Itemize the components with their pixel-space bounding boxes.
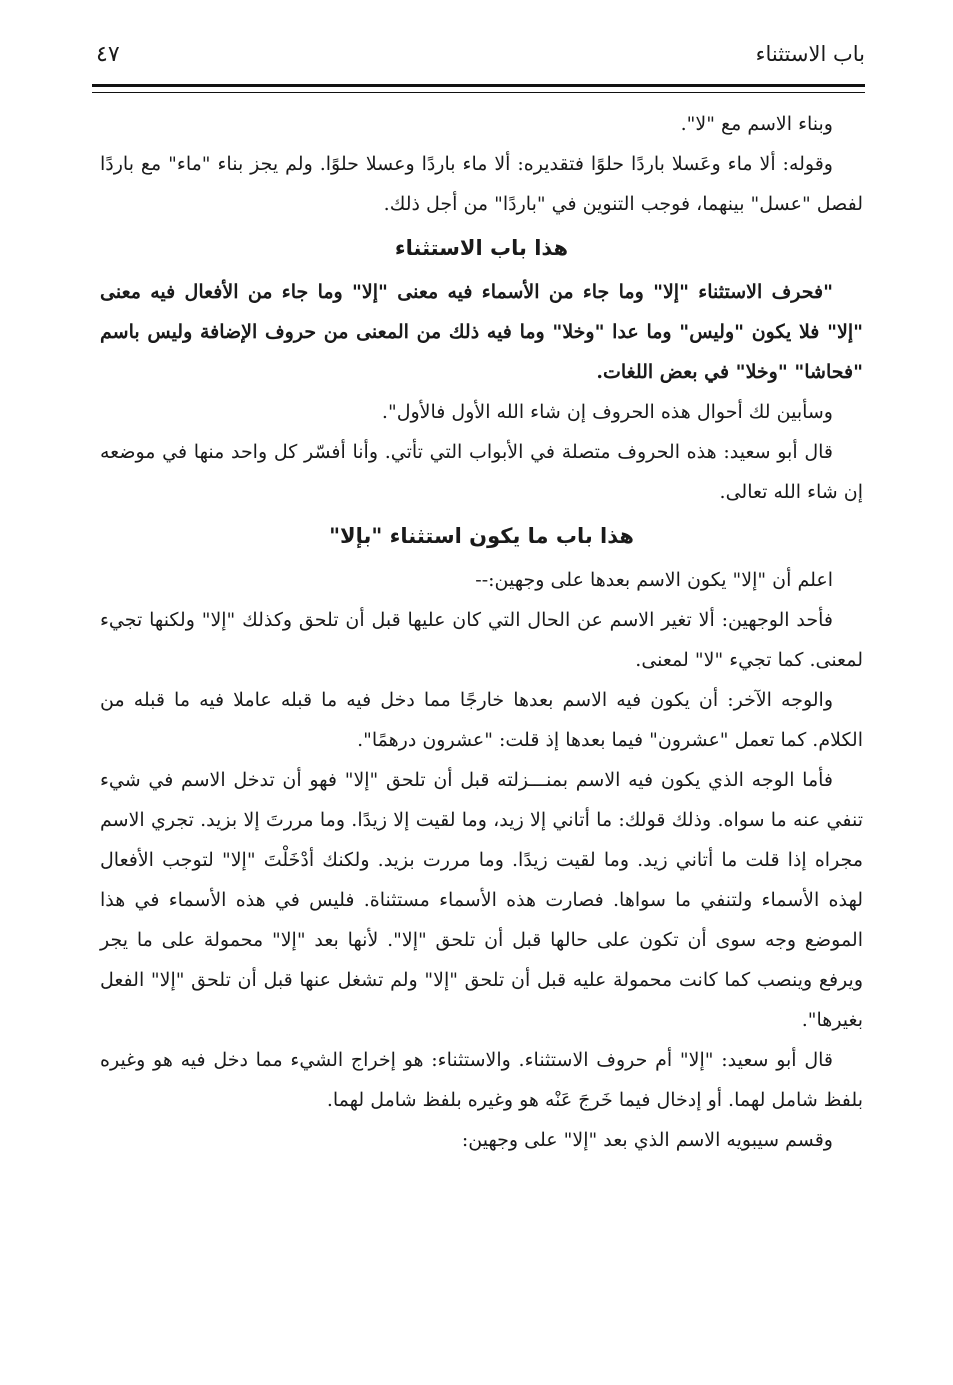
header-rule-thick [92, 84, 865, 87]
paragraph: "فحرف الاستثناء "إلا" وما جاء من الأسماء فيه معنى "إلا" وما جاء من الأفعال فيه معنى "إلا" فلا يكون "وليس" وما عدا "وخلا" وما فيه ذلك من المعنى من حروف الإضافة وليس باسم "فحاشا" "وخلا" في بعض اللغات. [100, 281, 863, 383]
paragraph: قال أبو سعيد: "إلا" أم حروف الاستثناء. والاستثناء: هو إخراج الشيء مما دخل فيه هو وغيره بلفظ شامل لهما. أو إدخال فيما خَرجَ عَنْه هو وغيره بلفظ شامل لهما. [100, 1049, 863, 1111]
section-heading: هذا باب ما يكون استثناء "بإلا" [329, 524, 634, 548]
section-heading: هذا باب الاستثناء [394, 236, 569, 260]
body-text [100, 104, 863, 1160]
paragraph: وقسم سيبويه الاسم الذي بعد "إلا" على وجهين: [461, 1129, 833, 1151]
paragraph: وبناء الاسم مع "لا". [680, 113, 833, 135]
page-header [92, 42, 865, 82]
paragraph: فأما الوجه الذي يكون فيه الاسم بمنـــزلته قبل أن تلحق "إلا" فهو أن تدخل الاسم في شيء تنفي عنه ما سواه. وذلك قولك: ما أتاني إلا زيد، وما لقيت إلا زيدًا. وما مررتَ إلا بزيد. تجري الاسم مجراه إذا قلت ما أتاني زيد. وما لقيت زيدًا. وما مررت بزيد. ولكنك أدْخَلْتَ "إلا" لتوجب الأفعال لهذه الأسماء ولتنفي ما سواها. فصارت هذه الأسماء مستثناة. فليس في هذه الأسماء في هذا الموضع وجه سوى أن تكون على حالها قبل أن تلحق "إلا". لأنها بعد "إلا" محمولة على ما يجر ويرفع وينصب كما كانت محمولة عليه قبل أن تلحق "إلا" ولم تشغل عنها قبل أن تلحق "إلا" الفعل بغيرها". [100, 769, 863, 1031]
paragraph: والوجه الآخر: أن يكون فيه الاسم بعدها خارجًا مما دخل فيه ما قبله عاملا فيه ما قبله من الكلام. كما تعمل "عشرون" فيما بعدها إذ قلت: "عشرون درهمًا". [100, 689, 863, 751]
paragraph: قال أبو سعيد: هذه الحروف متصلة في الأبواب التي تأتي. وأنا أفسّر كل واحد منها في موضعه إن شاء الله تعالى. [100, 441, 863, 503]
paragraph: فأحد الوجهين: ألا تغير الاسم عن الحال التي كان عليها قبل أن تلحق وكذلك "إلا" ولكنها تجيء لمعنى. كما تجيء "لا" لمعنى. [100, 609, 863, 671]
paragraph: اعلم أن "إلا" يكون الاسم بعدها على وجهين:-- [475, 569, 833, 591]
paragraph: وسأبين لك أحوال هذه الحروف إن شاء الله الأول فالأول". [381, 401, 833, 423]
header-rule-thin [92, 92, 865, 93]
running-head: باب الاستثناء [755, 42, 865, 66]
page-number: ٤٧ [96, 42, 120, 67]
paragraph: وقوله: ألا ماء وعَسلا باردًا حلوًا فتقديره: ألا ماء باردًا وعسلا حلوًا. ولم يجز بناء "ماء" مع باردًا لفصل "عسل" بينهما، فوجب التنوين في "باردًا" من أجل ذلك. [100, 153, 863, 215]
